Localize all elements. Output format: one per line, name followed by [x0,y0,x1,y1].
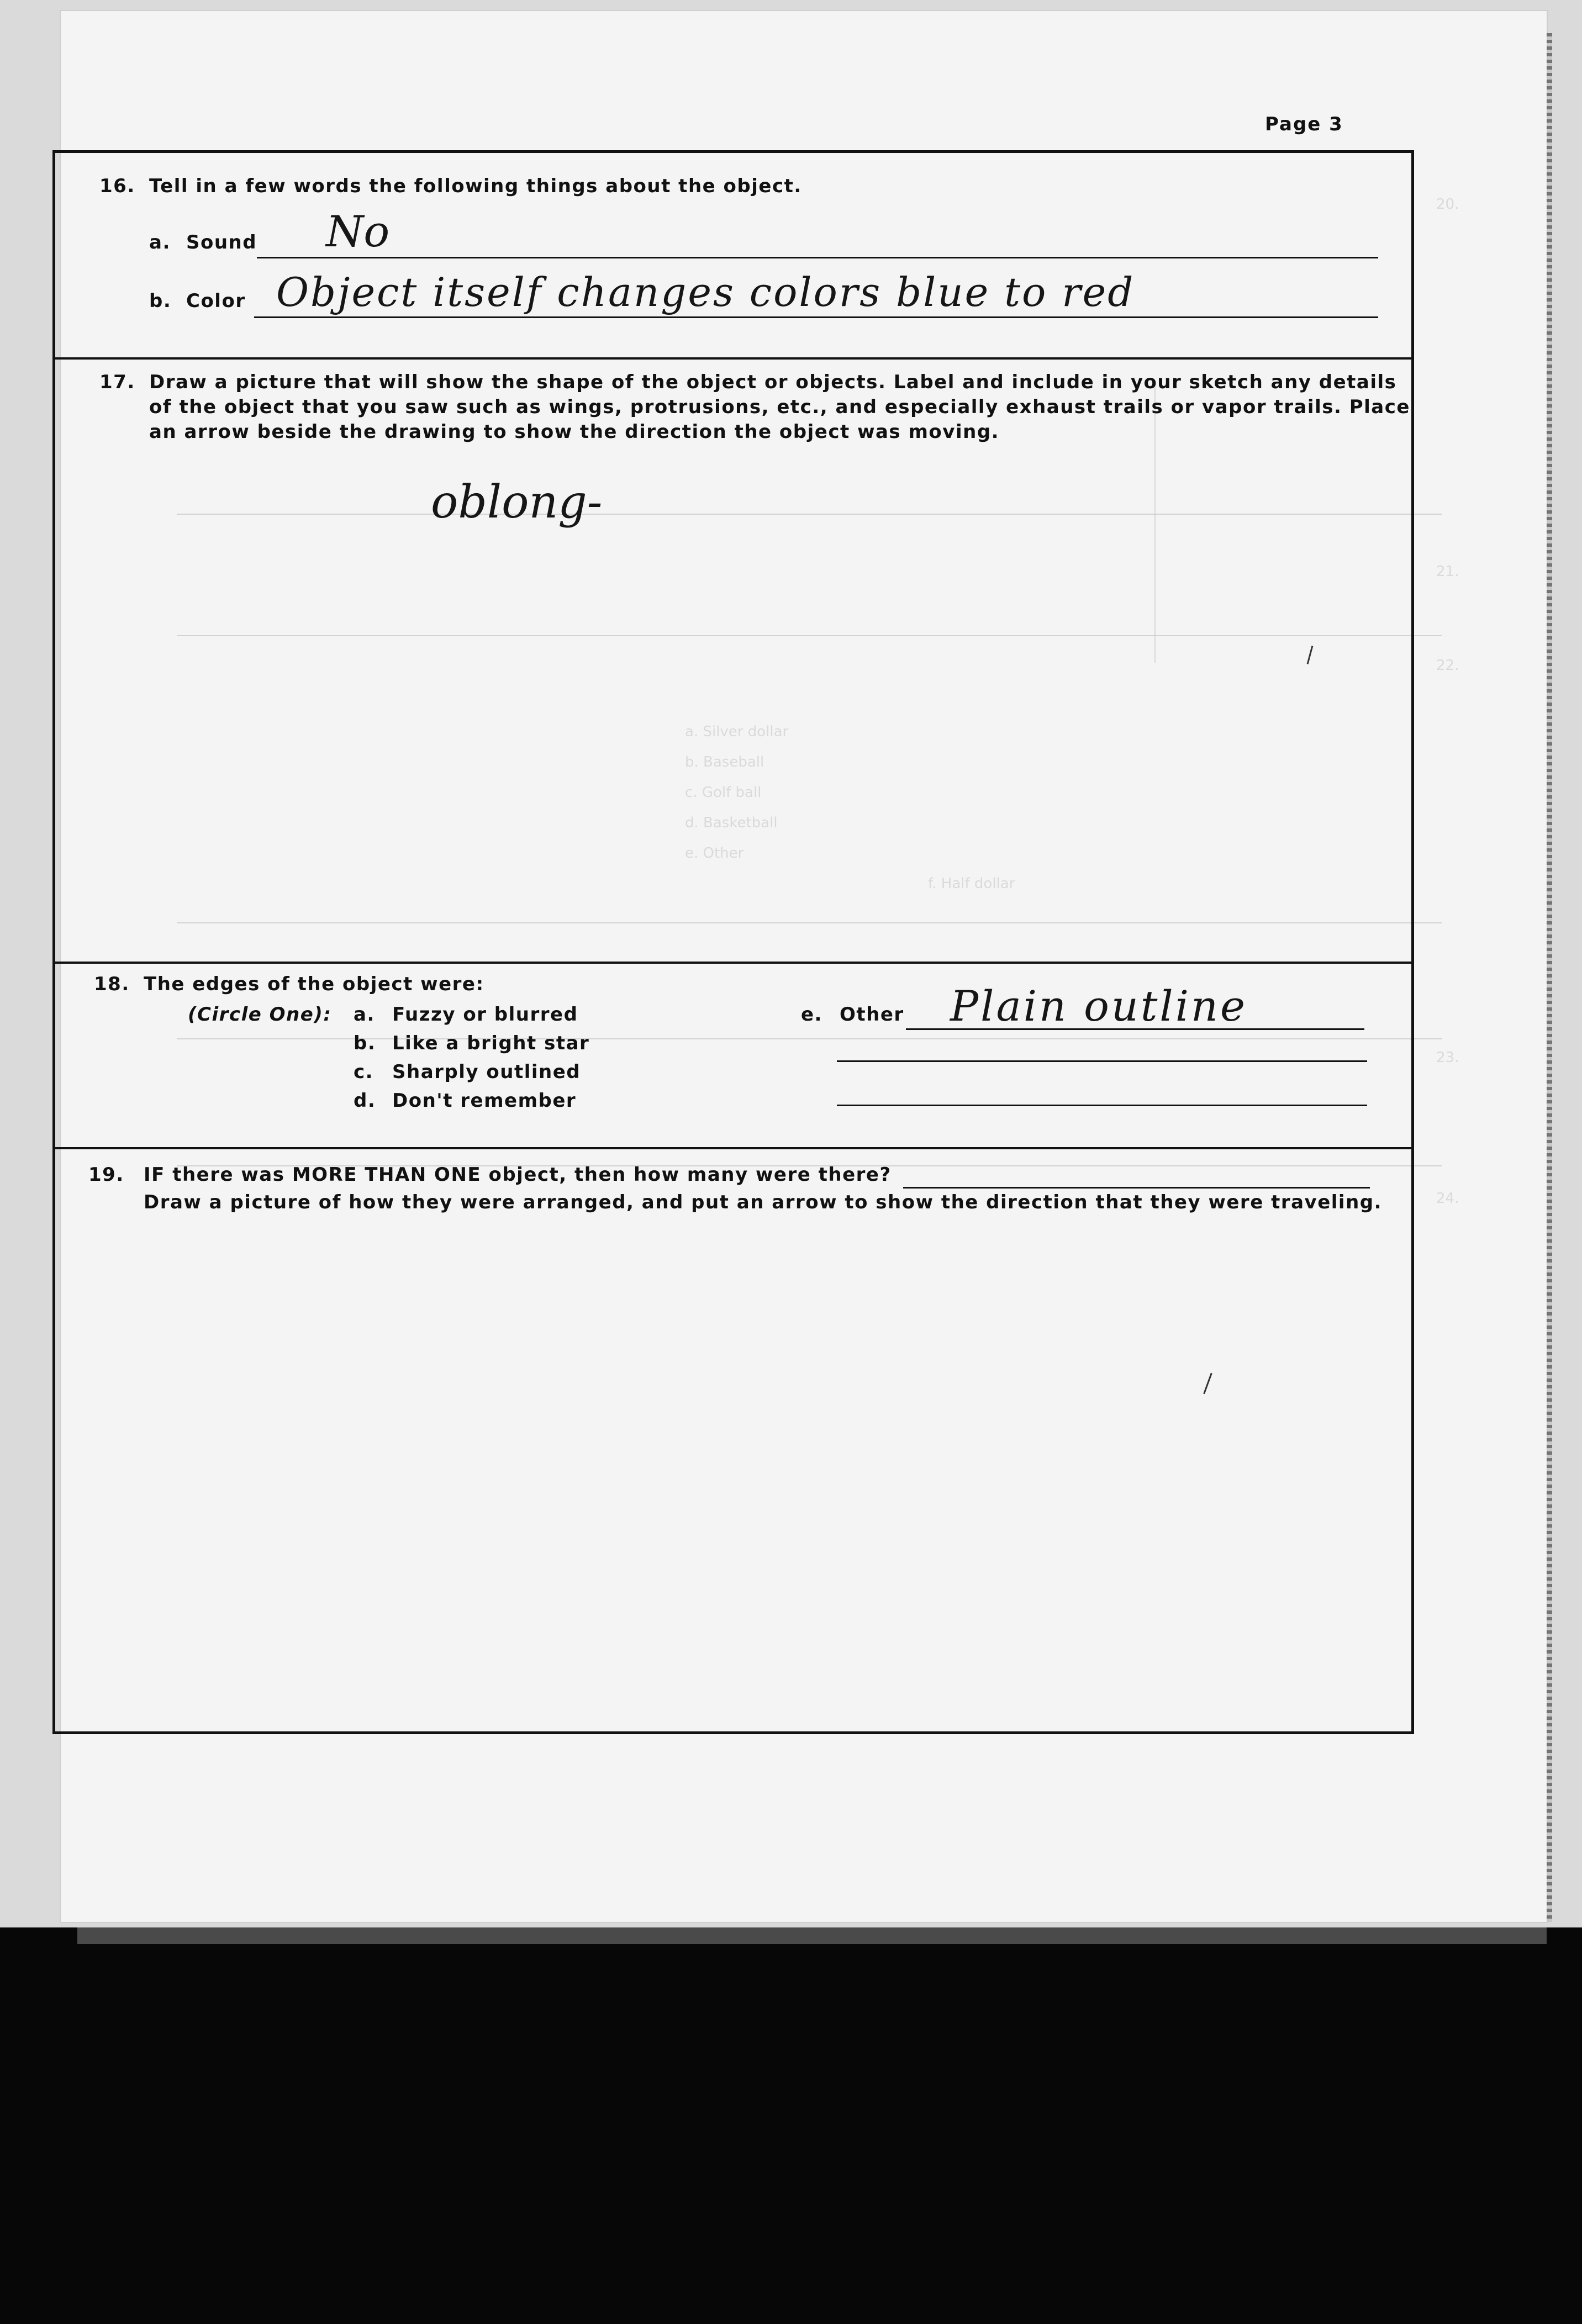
questionnaire-form [52,150,1414,1734]
shape-answer[interactable]: oblong- [431,476,603,529]
sound-answer-line [257,257,1378,258]
pencil-mark [1307,646,1314,664]
show-through-q24: 24. [1436,1190,1459,1207]
other-answer-line-3 [837,1105,1367,1106]
sound-answer[interactable]: No [326,207,390,257]
show-through-item: e. Other [685,845,744,862]
show-through-item: a. Silver dollar [685,723,789,740]
other-answer-line-2 [837,1060,1367,1062]
section-divider [55,357,1411,360]
question-text-line: IF there was MORE THAN ONE object, then how many were there? [144,1164,892,1186]
show-through-item: c. Golf ball [685,784,762,801]
show-through-q20: 20. [1436,196,1459,213]
question-number: 19. [88,1164,124,1186]
other-answer[interactable]: Plain outline [950,981,1247,1031]
count-answer-line[interactable] [903,1187,1370,1189]
option-letter: d. [354,1090,376,1112]
question-text: The edges of the object were: [144,973,484,995]
question-text-line: Draw a picture of how they were arranged, and put an arrow to show the direction that they were traveling. [144,1191,1383,1213]
question-text-line: Draw a picture that will show the shape of the object or objects. Label and include in your sketch any details [149,371,1397,393]
show-through-q23: 23. [1436,1049,1459,1066]
color-answer-line [254,316,1378,318]
question-number: 17. [99,371,135,393]
show-through-q22: 22. [1436,657,1459,674]
circle-one-instruction: (Circle One): [188,1003,332,1026]
item-letter: b. [149,290,172,312]
show-through-item: d. Basketball [685,815,778,831]
color-answer[interactable]: Object itself changes colors blue to red [276,269,1135,315]
show-through-item: f. Half dollar [928,875,1015,892]
page-edge-shadow [77,1927,1547,1944]
option-letter: e. [801,1003,822,1026]
question-number: 18. [94,973,130,995]
other-label: Other [840,1003,904,1026]
option-letter: c. [354,1061,374,1083]
option-fuzzy[interactable]: Fuzzy or blurred [392,1003,578,1026]
question-text: Tell in a few words the following things about the object. [149,175,802,197]
section-divider [55,962,1411,964]
option-letter: a. [354,1003,375,1026]
option-sharply-outlined[interactable]: Sharply outlined [392,1061,581,1083]
item-letter: a. [149,231,171,253]
section-divider [55,1147,1411,1149]
page-number: Page 3 [1265,113,1343,135]
sound-label: Sound [186,231,257,253]
scan-edge [1547,33,1552,1922]
question-text-line: an arrow beside the drawing to show the direction the object was moving. [149,421,1000,443]
show-through-q21: 21. [1436,563,1459,580]
arrangement-drawing-area[interactable] [66,1235,1398,1721]
option-letter: b. [354,1032,376,1054]
color-label: Color [186,290,246,312]
question-number: 16. [99,175,135,197]
option-dont-remember[interactable]: Don't remember [392,1090,577,1112]
show-through-item: b. Baseball [685,754,764,770]
option-bright-star[interactable]: Like a bright star [392,1032,590,1054]
question-text-line: of the object that you saw such as wings, protrusions, etc., and especially exhaust trails or vapor trails. Place [149,396,1410,418]
